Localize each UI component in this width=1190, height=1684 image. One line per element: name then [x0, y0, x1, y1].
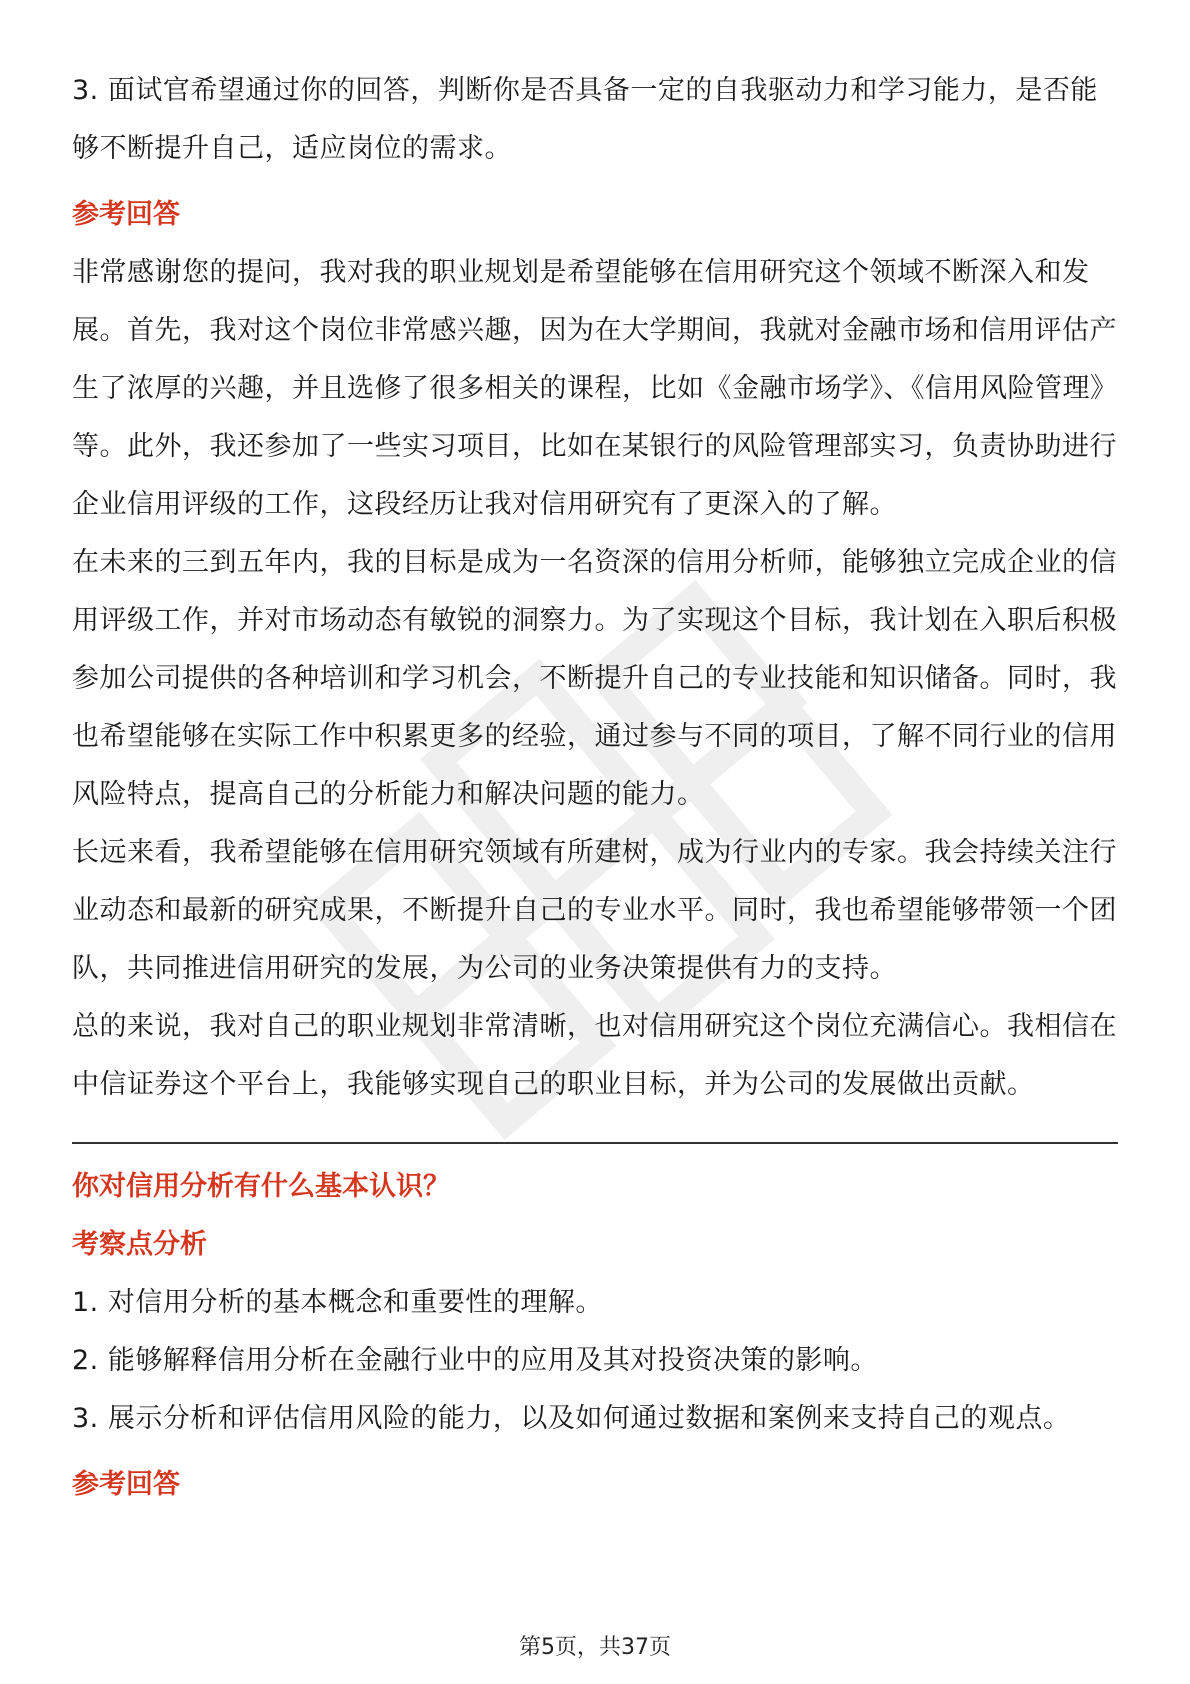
answer-paragraph-2: 在未来的三到五年内，我的目标是成为一名资深的信用分析师，能够独立完成企业的信用评级工作，并对市场动态有敏锐的洞察力。为了实现这个目标，我计划在入职后积极参加公司提供的各种培训和学习机会，不断提升自己的专业技能和知识储备。同时，我也希望能够在实际工作中积累更多的经验，通过参与不同的项目，了解不同行业的信用风险特点，提高自己的分析能力和解决问题的能力。 — [72, 547, 1117, 810]
question-heading: 你对信用分析有什么基本认识？ — [72, 1171, 450, 1202]
answer-paragraph-1: 非常感谢您的提问，我对我的职业规划是希望能够在信用研究这个领域不断深入和发展。首先，我对这个岗位非常感兴趣，因为在大学期间，我就对金融市场和信用评估产生了浓厚的兴趣，并且选修了很多相关的课程，比如《金融市场学》、《信用风险管理》等。此外，我还参加了一些实习项目，比如在某银行的风险管理部实习，负责协助进行企业信用评级的工作，这段经历让我对信用研究有了更深入的了解。 — [72, 257, 1118, 520]
document-page — [72, 62, 1118, 1514]
analysis-heading: 考察点分析 — [72, 1229, 207, 1260]
answer-heading-2: 参考回答 — [72, 1469, 180, 1500]
analysis-point-2: 2. 能够解释信用分析在金融行业中的应用及其对投资决策的影响。 — [72, 1345, 878, 1376]
analysis-point-1: 1. 对信用分析的基本概念和重要性的理解。 — [72, 1287, 603, 1318]
page-number: 第5页，共37页 — [519, 1635, 671, 1660]
analysis-point-3: 3. 面试官希望通过你的回答，判断你是否具备一定的自我驱动力和学习能力，是否能够不断提升自己，适应岗位的需求。 — [72, 75, 1098, 164]
analysis-point-3-b: 3. 展示分析和评估信用风险的能力，以及如何通过数据和案例来支持自己的观点。 — [72, 1403, 1071, 1434]
answer-paragraph-4: 总的来说，我对自己的职业规划非常清晰，也对信用研究这个岗位充满信心。我相信在中信证券这个平台上，我能够实现自己的职业目标，并为公司的发展做出贡献。 — [72, 1011, 1117, 1100]
section-divider — [72, 1142, 1118, 1144]
answer-paragraph-3: 长远来看，我希望能够在信用研究领域有所建树，成为行业内的专家。我会持续关注行业动态和最新的研究成果，不断提升自己的专业水平。同时，我也希望能够带领一个团队，共同推进信用研究的发展，为公司的业务决策提供有力的支持。 — [72, 837, 1117, 984]
answer-heading: 参考回答 — [72, 199, 180, 230]
